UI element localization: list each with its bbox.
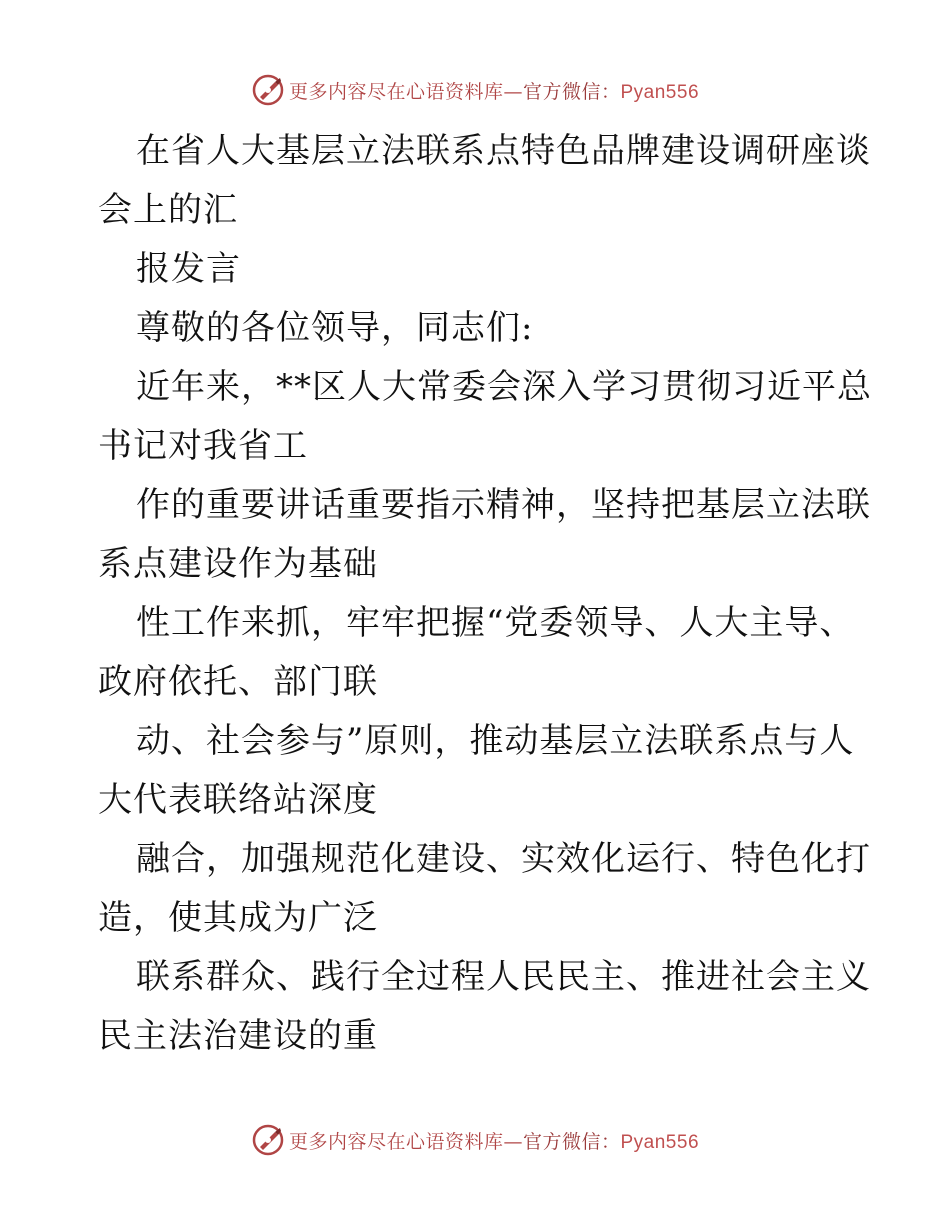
footer-banner — [0, 1120, 950, 1160]
document-line: 性工作来抓，牢牢把握“党委领导、人大主导、 — [136, 603, 855, 643]
document-line: 民主法治建设的重 — [98, 1016, 378, 1056]
header-wechat-id: Pyan556 — [620, 81, 700, 103]
header-banner — [0, 70, 950, 110]
footer-wechat-label: 官方微信： — [522, 1130, 621, 1153]
footer-banner-text — [289, 1127, 699, 1154]
quill-pen-logo-icon — [251, 1123, 285, 1157]
header-title: 更多内容尽在心语资料库 — [288, 80, 504, 103]
document-line: 联系群众、践行全过程人民民主、推进社会主义 — [136, 957, 871, 997]
footer-separator: — — [503, 1130, 523, 1153]
document-line: 作的重要讲话重要指示精神，坚持把基层立法联 — [136, 485, 871, 525]
document-line: 书记对我省工 — [98, 426, 308, 466]
document-line: 造，使其成为广泛 — [98, 898, 378, 938]
document-line: 系点建设作为基础 — [98, 544, 378, 584]
quill-pen-logo-icon — [251, 73, 285, 107]
document-line: 近年来，**区人大常委会深入学习贯彻习近平总 — [136, 367, 872, 407]
document-line: 在省人大基层立法联系点特色品牌建设调研座谈 — [136, 131, 871, 171]
document-line: 融合，加强规范化建设、实效化运行、特色化打 — [136, 839, 871, 879]
document-body — [98, 122, 872, 1066]
footer-wechat-id: Pyan556 — [620, 1131, 700, 1153]
header-banner-text — [289, 77, 699, 104]
footer-title: 更多内容尽在心语资料库 — [288, 1130, 504, 1153]
header-separator: — — [503, 80, 523, 103]
document-line: 动、社会参与”原则，推动基层立法联系点与人 — [136, 721, 855, 761]
document-line: 尊敬的各位领导，同志们: — [136, 308, 534, 348]
header-wechat-label: 官方微信： — [522, 80, 621, 103]
document-line: 大代表联络站深度 — [98, 780, 378, 820]
document-line: 政府依托、部门联 — [98, 662, 378, 702]
document-line: 会上的汇 — [98, 190, 238, 230]
document-line: 报发言 — [136, 249, 241, 289]
